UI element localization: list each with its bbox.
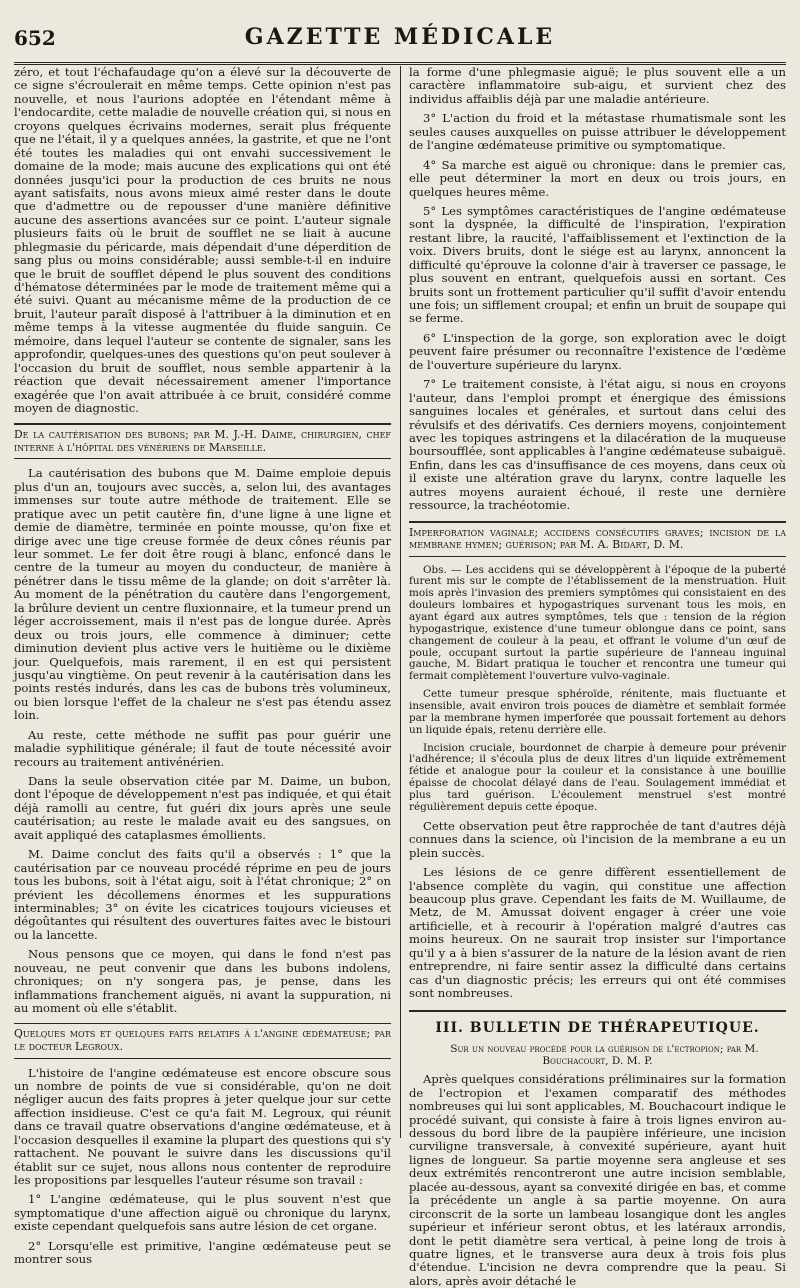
- column-rule: [400, 66, 401, 1138]
- paragraph: Cette observation peut être rapprochée de tant d'autres déjà connues dans la science, où l'incision de la membrane a eu un plein succès.: [409, 818, 786, 860]
- page-number: 652: [14, 26, 56, 50]
- article-heading: De la cautérisation des bubons; par M. J.-H. Daime, chirurgien, chef interne à l'hôpital des vénériens de Marseille.: [14, 423, 391, 459]
- article-subheading: Sur un nouveau procédé pour la guérison de l'ectropion; par M. Bouchacourt, D. M. P.: [450, 1042, 759, 1067]
- paragraph: Les lésions de ce genre diffèrent essentiellement de l'absence complète du vagin, qui constitue une affection beaucoup plus grave. Cependant les faits de M. Wuillaume, de Metz, de M. Amussat doivent engager à créer une voie artificielle, et à recourir à l'opération malgré d'autres cas moins heureux. On ne saurait trop insister sur l'importance qu'il y a à bien s'assurer de la nature de la lésion avant de rien entreprendre, ni faire sentir assez la difficulté dans certains cas d'un diagnostic précis; les erreurs qui ont été commises sont nombreuses.: [409, 865, 786, 1001]
- section-title: III. BULLETIN DE THÉRAPEUTIQUE.: [409, 1010, 786, 1036]
- observation-paragraph: Incision cruciale, bourdonnet de charpie à demeure pour prévenir l'adhérence; il s'écoula plus de deux litres d'un liquide extrêmement fétide et analogue pour la couleur et la consistance à une bouillie épaisse de chocolat délayé dans de l'eau. Soulagement immédiat et plus tard guérison. L'écoulement menstruel s'est montré régulièrement depuis cette époque.: [409, 741, 786, 813]
- paragraph: Dans la seule observation citée par M. Daime, un bubon, dont l'époque de développement n'est pas indiquée, et qui était déjà ramolli au centre, fut guéri dix jours après une seule cautérisation; au reste le malade avait eu des sangsues, on avait appliqué des cataplasmes émollients.: [14, 774, 391, 842]
- left-column: [14, 65, 391, 1267]
- paragraph: zéro, et tout l'échafaudage qu'on a élevé sur la découverte de ce signe s'écroulerait en même temps. Cette opinion n'est pas nouvelle, et nous l'aurions adoptée en l'étendant même à l'endocardite, cette maladie de nouvelle création qui, si nous en croyons quelques écrivains modernes, serait plus fréquente que ne l'était, il y a quelques années, la gastrite, et que ne l'ont été toutes les maladies qui ont envahi successivement le domaine de la mode; mais aucune des explications qui ont été données jusqu'ici pour la production de ces bruits ne nous ayant satisfaits, nous avons mieux aimé rester dans le doute que d'admettre ou de repousser d'une manière définitive aucune des assertions avancées sur ce point. L'auteur signale plusieurs faits où le bruit de soufflet ne se liait à aucune phlegmasie du péricarde, mais dépendait d'une déperdition de sang plus ou moins considérable; aussi semble-t-il en induire que le bruit de soufflet dépend le plus souvent des conditions d'hématose déterminées par le mode de traitement même qui a été suivi. Quant au mécanisme même de la production de ce bruit, l'auteur paraît disposé à l'attribuer à la diminution et en même temps à la vitesse augmentée du fluide sanguin. Ce mémoire, dans lequel l'auteur se contente de signaler, sans les approfondir, quelques-unes des questions qu'on peut soulever à l'occasion du bruit de soufflet, nous semble appartenir à la réaction que devait nécessairement amener l'importance exagérée que l'on avait attribuée à ce bruit, considéré comme moyen de diagnostic.: [14, 65, 391, 415]
- paragraph: Nous pensons que ce moyen, qui dans le fond n'est pas nouveau, ne peut convenir que dans les bubons indolens, chroniques; on n'y songera pas, je pense, dans les inflammations franchement aiguës, ni avant la suppuration, ni au moment où elle s'établit.: [14, 947, 391, 1016]
- paragraph: 5° Les symptômes caractéristiques de l'angine œdémateuse sont la dyspnée, la difficulté de l'inspiration, l'expiration restant libre, la raucité, l'affaiblissement et l'extinction de la voix. Divers bruits, dont le siége est au larynx, annoncent la difficulté qu'éprouve la colonne d'air à traverser ce passage, le plus souvent en entrant, quelquefois aussi en sortant. Ces bruits sont un frottement particulier qu'il suffit d'avoir entendu une fois; un sifflement croupal; et enfin un bruit de soupape qui se ferme.: [409, 203, 786, 326]
- paragraph: 2° Lorsqu'elle est primitive, l'angine œdémateuse peut se montrer sous: [14, 1238, 391, 1267]
- paragraph: la forme d'une phlegmasie aiguë; le plus souvent elle a un caractère inflammatoire sub-aigu, et survient chez des individus affaiblis déjà par une maladie antérieure.: [409, 65, 786, 106]
- page-header: [14, 12, 786, 65]
- paragraph: Après quelques considérations préliminaires sur la formation de l'ectropion et l'examen comparatif des méthodes nombreuses qui lui sont applicables, M. Bouchacourt indique le procédé suivant, qui consiste à faire à trois lignes environ au-dessous du bord libre de la paupière inférieure, une incision curviligne transversale, à convexité supérieure, ayant huit lignes de longueur. Sa partie moyenne sera angleuse et ses deux extrémités rencontreront une autre incision semblable, placée au-dessous, ayant sa convexité dirigée en bas, et comme la précédente un angle à sa partie moyenne. On aura circonscrit de la sorte un lambeau losangique dont les angles supérieur et inférieur seront obtus, et les latéraux arrondis, dont le petit diamètre sera vertical, à peine long de trois à quatre lignes, et le transverse aura deux à trois fois plus d'étendue. L'incision ne devra comprendre que la peau. Si alors, après avoir détaché le: [409, 1072, 786, 1288]
- paragraph: 7° Le traitement consiste, à l'état aigu, si nous en croyons l'auteur, dans l'emploi prompt et énergique des émissions sanguines locales et générales, et surtout dans celui des révulsifs et des dérivatifs. Ces derniers moyens, conjointement avec les topiques astringens et la dilacération de la muqueuse boursoufflée, sont applicables à l'angine œdémateuse subaiguë. Enfin, dans les cas d'insuffisance de ces moyens, dans ceux où il existe une altération grave du larynx, contre laquelle les autres moyens auraient échoué, il reste une dernière ressource, la trachéotomie.: [409, 377, 786, 513]
- article-heading: Imperforation vaginale; accidens consécutifs graves; incision de la membrane hymen; guérison; par M. A. Bidart, D. M.: [409, 521, 786, 557]
- paragraph: 3° L'action du froid et la métastase rhumatismale sont les seules causes auxquelles on puisse attribuer le développement de l'angine œdémateuse primitive ou symptomatique.: [409, 111, 786, 153]
- paragraph: 4° Sa marche est aiguë ou chronique: dans le premier cas, elle peut déterminer la mort en deux ou trois jours, en quelques heures même.: [409, 157, 786, 199]
- paragraph: Au reste, cette méthode ne suffit pas pour guérir une maladie syphilitique générale; il faut de toute nécessité avoir recours au traitement antivénérien.: [14, 727, 391, 769]
- paragraph: 1° L'angine œdémateuse, qui le plus souvent n'est que symptomatique d'une affection aiguë ou chronique du larynx, existe cependant quelquefois sans autre lésion de cet organe.: [14, 1192, 391, 1234]
- paragraph: M. Daime conclut des faits qu'il a observés : 1° que la cautérisation par ce nouveau procédé réprime en peu de jours tous les bubons, soit à l'état aigu, soit à l'état chronique; 2° on prévient les décollemens énormes et les suppurations interminables; 3° on évite les cicatrices toujours vicieuses et dégoûtantes qui résultent des ouvertures faites avec le bistouri ou la lancette.: [14, 847, 391, 942]
- observation-paragraph: Cette tumeur presque sphéroïde, rénitente, mais fluctuante et insensible, avait environ trois pouces de diamètre et semblait formée par la membrane hymen imperforée que poussait fortement au dehors un liquide épais, retenu derrière elle.: [409, 688, 786, 736]
- right-column: [409, 65, 786, 1288]
- observation-paragraph: Obs. — Les accidens qui se développèrent à l'époque de la puberté furent mis sur le compte de l'établissement de la menstruation. Huit mois après l'invasion des premiers symptômes qui consistaient en des douleurs lombaires et hypogastriques survenant tous les mois, en ayant égard aux autres symptômes, tels que : tension de la région hypogastrique, existence d'une tumeur oblongue dans ce point, sans changement de couleur à la peau, et offrant le volume d'un œuf de poule, occupant surtout la partie supérieure de l'anneau inguinal gauche, M. Bidart pratiqua le toucher et rencontra une tumeur qui fermait complètement l'ouverture vulvo-vaginale.: [409, 563, 786, 683]
- journal-title: GAZETTE MÉDICALE: [244, 24, 556, 50]
- article-heading: Quelques mots et quelques faits relatifs à l'angine œdémateuse; par le docteur Legroux.: [14, 1023, 391, 1058]
- paragraph: La cautérisation des bubons que M. Daime emploie depuis plus d'un an, toujours avec succès, a, selon lui, des avantages immenses sur toute autre méthode de traitement. Elle se pratique avec un petit cautère fin, d'une ligne à une ligne et demie de diamètre, terminée en pointe mousse, qu'on fixe et dirige avec une tige creuse formée de deux cônes réunis par leur sommet. Le fer doit être rougi à blanc, enfoncé dans le centre de la tumeur au moyen du conducteur, de manière à pénétrer dans le tissu même de la glande; on doit s'arrêter là. Au moment de la pénétration du cautère dans l'engorgement, la brûlure devient un centre fluxionnaire, et la tumeur prend un léger accroissement, mais il n'est pas de longue durée. Après deux ou trois jours, elle commence à diminuer; cette diminution devient plus active vers le huitième ou le dixième jour. Quelquefois, mais rarement, il en est qui persistent jusqu'au vingtième. On peut revenir à la cautérisation dans les points restés indurés, dans les cas de bubons très volumineux, ou bien lorsque l'effet de la chaleur ne s'est pas étendu assez loin.: [14, 466, 391, 723]
- paragraph: L'histoire de l'angine œdémateuse est encore obscure sous un nombre de points de vue si considérable, qu'on ne doit négliger aucun des faits propres à jeter quelque jour sur cette affection insidieuse. C'est ce qu'a fait M. Legroux, qui réunit dans ce travail quatre observations d'angine œdémateuse, et à l'occasion desquelles il examine la plupart des questions qui s'y rattachent. Ne pouvant le suivre dans les discussions qu'il établit sur ce sujet, nous allons nous contenter de reproduire les propositions par lesquelles l'auteur résume son travail :: [14, 1065, 391, 1187]
- paragraph: 6° L'inspection de la gorge, son exploration avec le doigt peuvent faire présumer ou reconnaître l'existence de l'œdème de l'ouverture supérieure du larynx.: [409, 330, 786, 372]
